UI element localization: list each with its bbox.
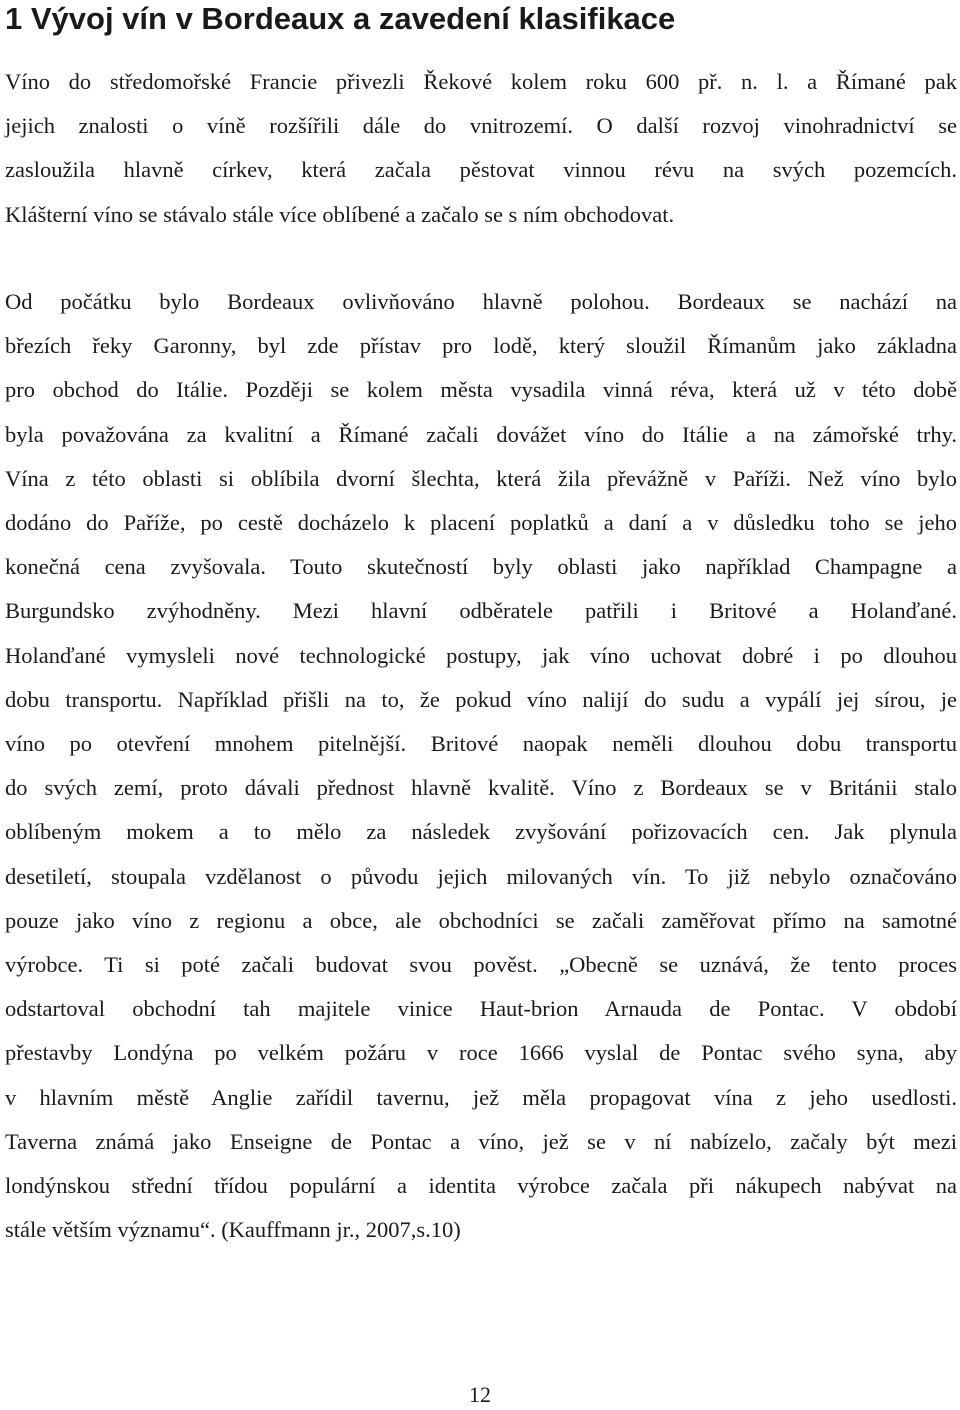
text-line: byla považována za kvalitní a Římané začali dovážet víno do Itálie a na zámořské trhy. — [5, 421, 957, 447]
text-line: odstartoval obchodní tah majitele vinice Haut-brion Arnauda de Pontac. V období — [5, 996, 957, 1022]
text-line: výrobce. Ti si poté začali budovat svou pověst. „Obecně se uznává, že tento proces — [5, 952, 957, 978]
text-line: Vína z této oblasti si oblíbila dvorní šlechta, která žila převážně v Paříži. Než víno bylo — [5, 465, 957, 491]
text-line: dobu transportu. Například přišli na to, že pokud víno nalijí do sudu a vypálí jej sírou, je — [5, 686, 957, 712]
paragraph-intro — [5, 60, 957, 237]
text-line: Víno do středomořské Francie přivezli Řekové kolem roku 600 př. n. l. a Římané pak — [5, 69, 957, 94]
text-line: stále větším významu“. (Kauffmann jr., 2007,s.10) — [5, 1217, 461, 1243]
text-line: dodáno do Paříže, po cestě docházelo k placení poplatků a daní a v důsledku toho se jeho — [5, 510, 957, 536]
text-line: oblíbeným mokem a to mělo za následek zvyšování pořizovacích cen. Jak plynula — [5, 819, 957, 845]
text-line: Burgundsko zvýhodněny. Mezi hlavní odběratele patřili i Britové a Holanďané. — [5, 598, 957, 624]
text-line: víno po otevření mnohem pitelnější. Britové naopak neměli dlouhou dobu transportu — [5, 731, 957, 757]
text-line: do svých zemí, proto dávali přednost hlavně kvalitě. Víno z Bordeaux se v Británii stalo — [5, 775, 957, 801]
text-line: londýnskou střední třídou populární a identita výrobce začala při nákupech nabývat na — [5, 1173, 957, 1199]
paragraph-bordeaux — [5, 280, 957, 1252]
text-line: pro obchod do Itálie. Později se kolem města vysadila vinná réva, která už v této době — [5, 377, 957, 403]
text-line: Holanďané vymysleli nové technologické postupy, jak víno uchovat dobré i po dlouhou — [5, 642, 957, 668]
text-line: desetiletí, stoupala vzdělanost o původu jejich milovaných vín. To již nebylo označováno — [5, 863, 957, 889]
text-line: březích řeky Garonny, byl zde přístav pro lodě, který sloužil Římanům jako základna — [5, 333, 957, 359]
text-line: konečná cena zvyšovala. Touto skutečností byly oblasti jako například Champagne a — [5, 554, 957, 580]
text-line: v hlavním městě Anglie zařídil tavernu, jež měla propagovat vína z jeho usedlosti. — [5, 1084, 957, 1110]
text-line: jejich znalosti o víně rozšířili dále do vnitrozemí. O další rozvoj vinohradnictví se — [5, 113, 957, 139]
text-line: Klášterní víno se stávalo stále více oblíbené a začalo se s ním obchodovat. — [5, 201, 675, 227]
page-number: 12 — [469, 1382, 491, 1407]
text-line: Od počátku bylo Bordeaux ovlivňováno hlavně polohou. Bordeaux se nachází na — [5, 289, 957, 314]
chapter-heading: 1 Vývoj vín v Bordeaux a zavedení klasifikace — [5, 1, 676, 36]
text-line: zasloužila hlavně církev, která začala pěstovat vinnou révu na svých pozemcích. — [5, 157, 957, 183]
text-line: pouze jako víno z regionu a obce, ale obchodníci se začali zaměřovat přímo na samotné — [5, 907, 957, 933]
text-line: přestavby Londýna po velkém požáru v roce 1666 vyslal de Pontac svého syna, aby — [5, 1040, 957, 1066]
text-line: Taverna známá jako Enseigne de Pontac a víno, jež se v ní nabízelo, začaly být mezi — [5, 1128, 957, 1154]
